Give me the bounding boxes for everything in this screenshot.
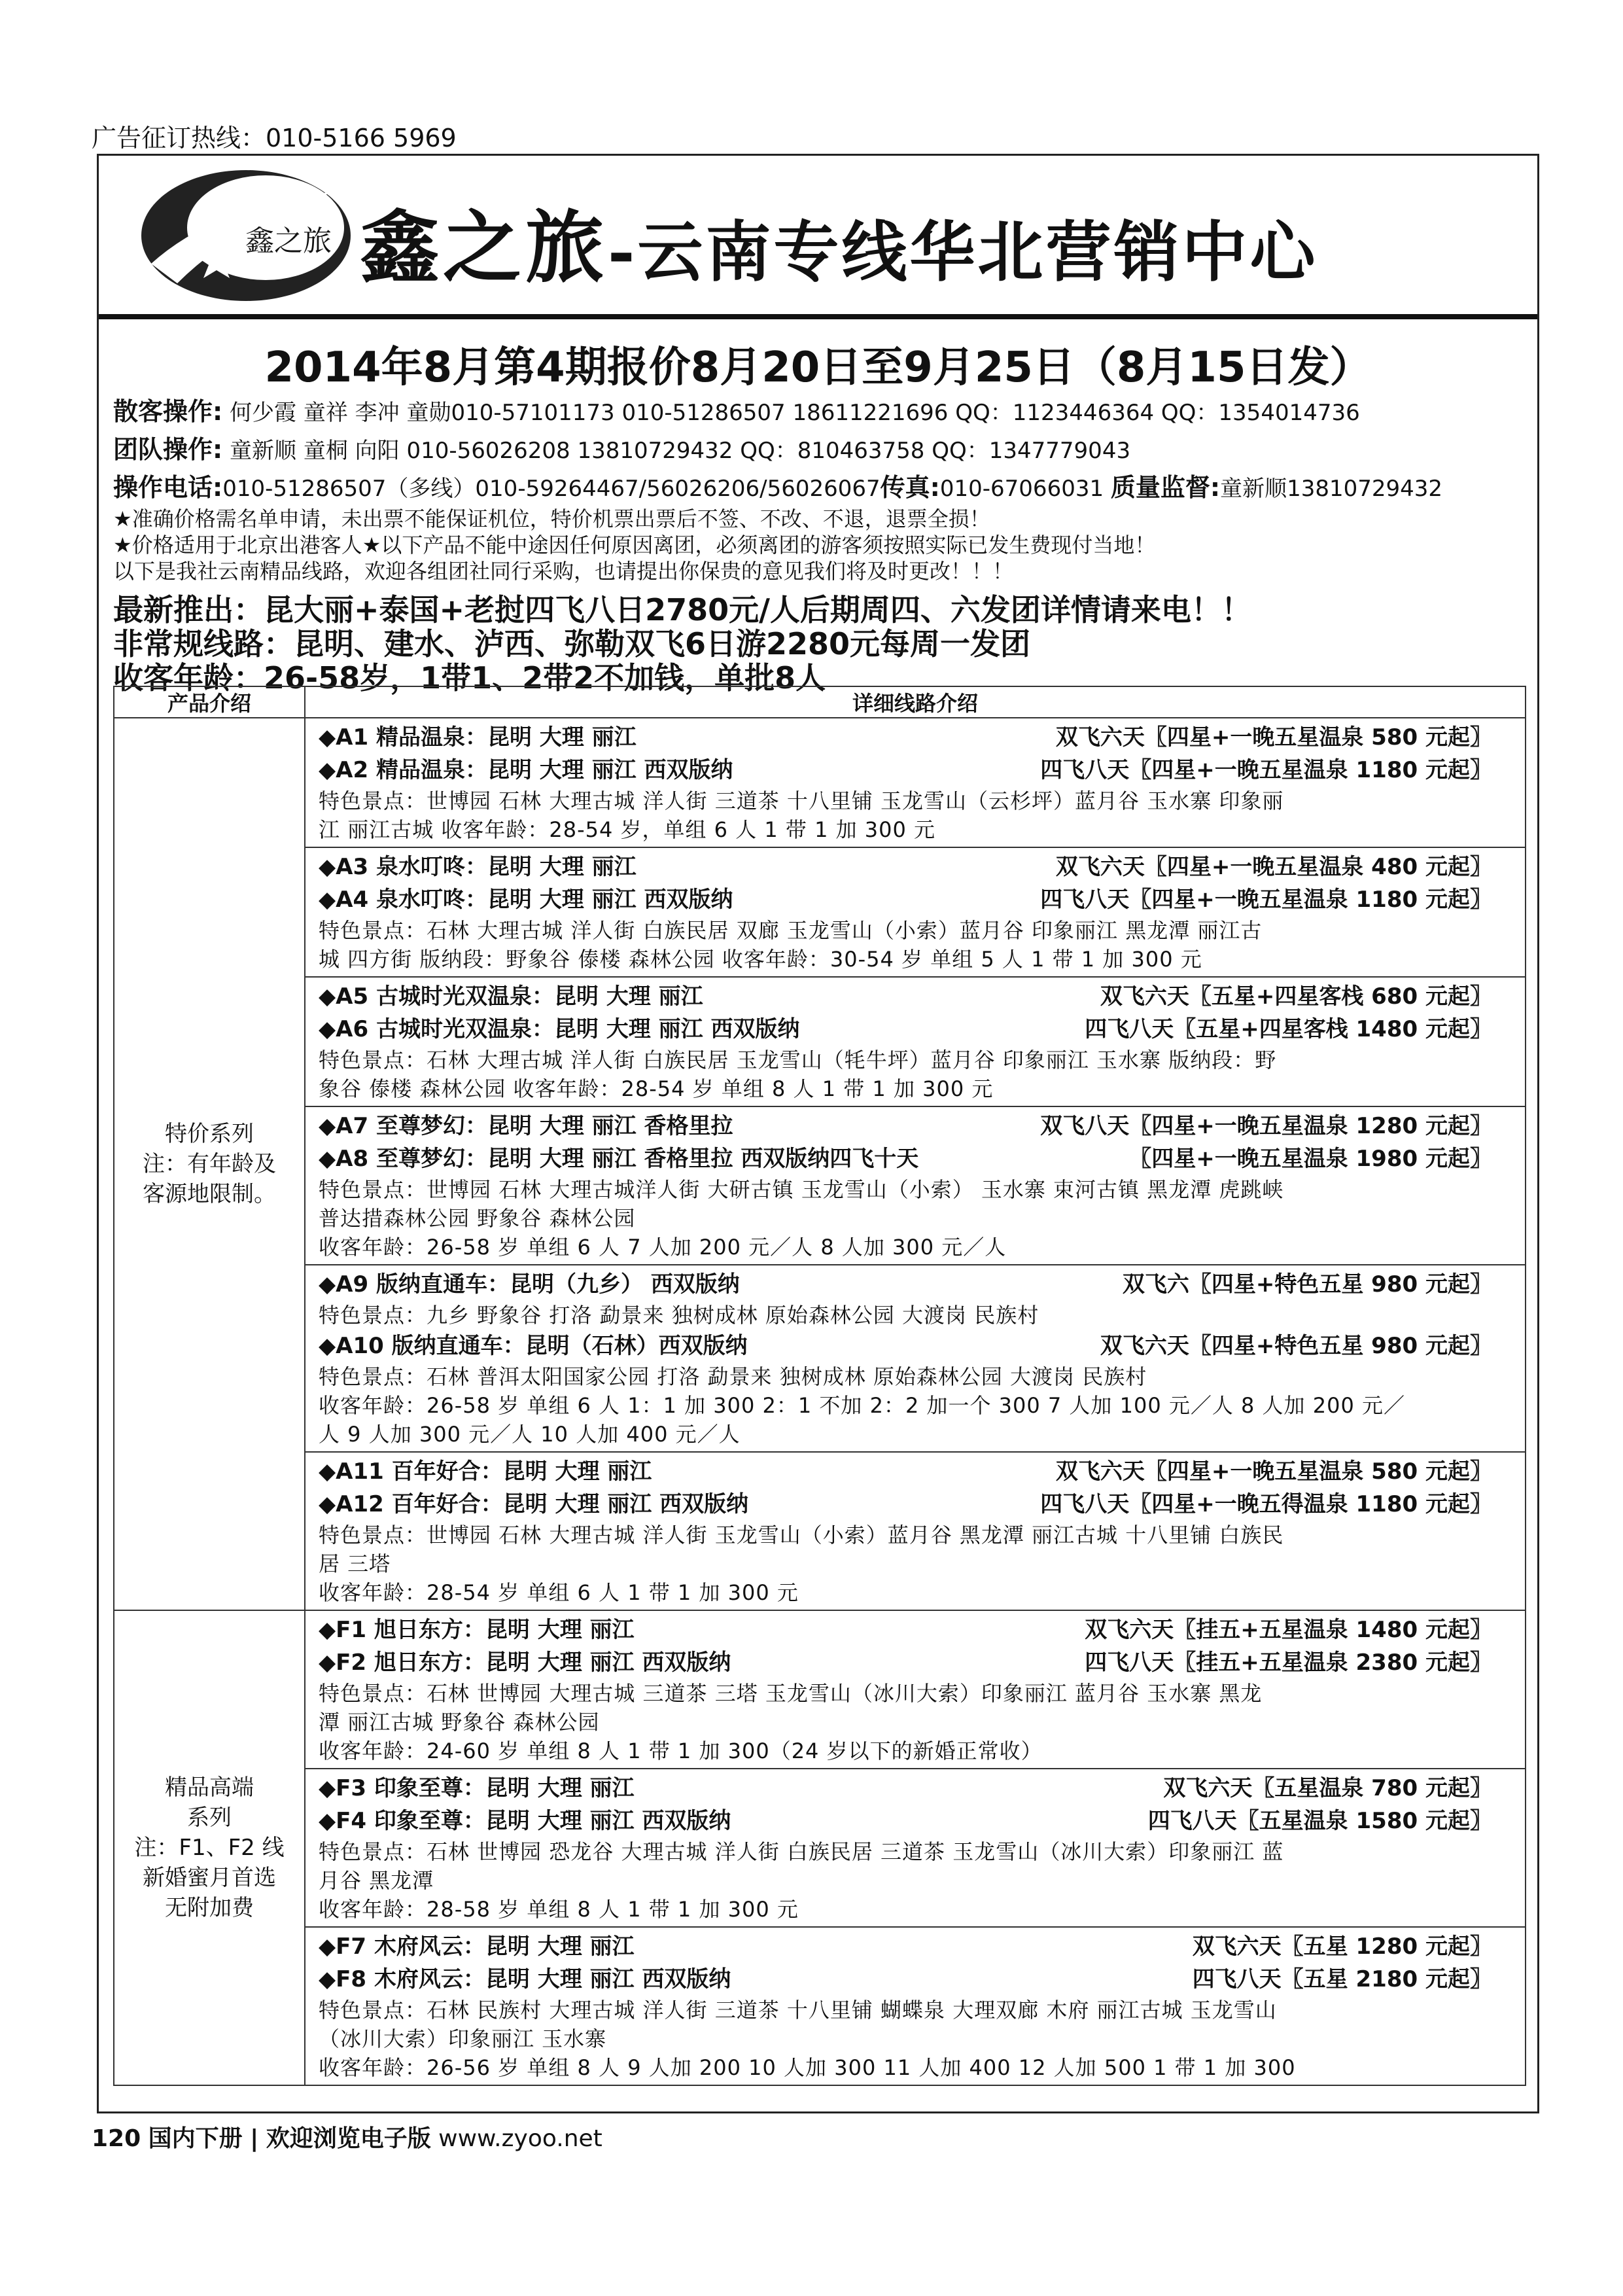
- page-number: 120: [92, 2125, 141, 2152]
- route-group: [305, 848, 1525, 978]
- route-price: 四飞八天〖五星温泉 1580 元起〗: [1147, 1808, 1492, 1834]
- website-link[interactable]: www.zyoo.net: [438, 2125, 602, 2152]
- category-label-line: 无附加费: [165, 1895, 254, 1921]
- brand-title: [360, 185, 1318, 298]
- route-price: 双飞六天〖五星温泉 780 元起〗: [1163, 1775, 1492, 1801]
- route-name: ◆F2 旭日东方：昆明 大理 丽江 西双版纳: [319, 1650, 731, 1676]
- route-price: 双飞六天〖挂五+五星温泉 1480 元起〗: [1085, 1617, 1492, 1643]
- route-price: 四飞八天〖四星+一晚五得温泉 1180 元起〗: [1040, 1491, 1492, 1517]
- route-detail: 特色景点：世博园 石林 大理古城 洋人街 三道茶 十八里铺 玉龙雪山（云杉坪）蓝月谷 玉水寨 印象丽: [319, 788, 1284, 813]
- individual-ops-line: [113, 391, 1360, 427]
- route-detail: 居 三塔: [319, 1551, 391, 1576]
- route-name: ◆A3 泉水叮咚：昆明 大理 丽江: [319, 854, 637, 880]
- route-price: 〖四星+一晚五星温泉 1980 元起〗: [1129, 1146, 1492, 1172]
- route-group: [305, 1453, 1525, 1610]
- footer-tagline: 欢迎浏览电子版: [266, 2125, 431, 2152]
- route-detail: 江 丽江古城 收客年龄：28-54 岁，单组 6 人 1 带 1 加 300 元: [319, 817, 936, 842]
- phone-numbers: 010-51286507（多线）010-59264467/56026206/56026067: [222, 476, 881, 502]
- category-label-line: 客源地限制。: [143, 1181, 276, 1207]
- note-line: ★价格适用于北京出港客人★以下产品不能中途因任何原因离团，必须离团的游客须按照实际已发生费现付当地！: [113, 533, 1156, 557]
- group-ops-contacts: 童新顺 童桐 向阳 010-56026208 13810729432 QQ：810463758 QQ：1347779043: [230, 438, 1131, 464]
- route-detail: 收客年龄：26-58 岁 单组 6 人 7 人加 200 元／人 8 人加 300 元／人: [319, 1235, 1007, 1260]
- category-label-line: 注：有年龄及: [143, 1151, 276, 1177]
- group-ops-label: 团队操作:: [113, 435, 223, 464]
- column-header-detail: 详细线路介绍: [305, 686, 1526, 718]
- individual-ops-label: 散客操作:: [113, 397, 223, 426]
- route-name: ◆F4 印象至尊：昆明 大理 丽江 西双版纳: [319, 1808, 731, 1834]
- route-name: ◆A9 版纳直通车：昆明（九乡） 西双版纳: [319, 1271, 740, 1298]
- company-logo: [138, 166, 354, 306]
- route-name: ◆F7 木府风云：昆明 大理 丽江: [319, 1934, 635, 1960]
- route-detail: 特色景点：石林 普洱太阳国家公园 打洛 勐景来 独树成林 原始森林公园 大渡岗 民族村: [319, 1364, 1147, 1389]
- route-detail: 特色景点：石林 民族村 大理古城 洋人街 三道茶 十八里铺 蝴蝶泉 大理双廊 木府 丽江古城 玉龙雪山: [319, 1998, 1277, 2022]
- route-group: [305, 1769, 1525, 1928]
- route-price: 四飞八天〖四星+一晚五星温泉 1180 元起〗: [1040, 887, 1492, 913]
- category-special: [114, 718, 305, 1610]
- route-group: [305, 1265, 1525, 1453]
- category-label-line: 精品高端: [165, 1775, 254, 1801]
- route-line: [319, 1646, 1518, 1679]
- fax-number: 010-67066031: [939, 476, 1104, 502]
- route-price: 双飞六天〖五星 1280 元起〗: [1192, 1934, 1492, 1960]
- category-label-line: 注：F1、F2 线: [134, 1835, 285, 1861]
- route-price: 双飞六天〖四星+一晚五星温泉 580 元起〗: [1055, 724, 1492, 751]
- route-detail: 特色景点：石林 世博园 大理古城 三道茶 三塔 玉龙雪山（冰川大索）印象丽江 蓝月谷 玉水寨 黑龙: [319, 1681, 1263, 1706]
- route-detail: 普达措森林公园 野象谷 森林公园: [319, 1206, 636, 1231]
- route-detail: 收客年龄：28-54 岁 单组 6 人 1 带 1 加 300 元: [319, 1580, 799, 1605]
- route-price: 双飞六天〖四星+一晚五星温泉 480 元起〗: [1055, 854, 1492, 880]
- route-line: [319, 1614, 1518, 1646]
- promo-line: 收客年龄：26-58岁，1带1、2带2不加钱，单批8人: [113, 660, 826, 696]
- page-frame: [97, 154, 1539, 2113]
- route-list: [305, 718, 1526, 1610]
- category-row-premium: [114, 1610, 1526, 2085]
- route-detail: 人 9 人加 300 元／人 10 人加 400 元／人: [319, 1422, 741, 1447]
- route-line: [319, 980, 1518, 1013]
- route-price: 双飞六天〖四星+特色五星 980 元起〗: [1100, 1333, 1492, 1359]
- route-detail: 月谷 黑龙潭: [319, 1868, 434, 1893]
- note-line: 以下是我社云南精品线路，欢迎各组团社同行采购，也请提出你保贵的意见我们将及时更改！！！: [113, 559, 1014, 584]
- route-line: [319, 1268, 1518, 1301]
- route-group: [305, 978, 1525, 1107]
- route-detail: 潭 丽江古城 野象谷 森林公园: [319, 1710, 600, 1735]
- route-price: 双飞六天〖四星+一晚五星温泉 580 元起〗: [1055, 1458, 1492, 1485]
- quality-contact: 童新顺13810729432: [1220, 476, 1443, 502]
- route-detail: 特色景点：世博园 石林 大理古城洋人街 大研古镇 玉龙雪山（小索） 玉水寨 束河古镇 黑龙潭 虎跳峡: [319, 1177, 1284, 1202]
- route-name: ◆F3 印象至尊：昆明 大理 丽江: [319, 1775, 635, 1801]
- header-banner: [99, 156, 1537, 319]
- phone-label: 操作电话:: [113, 473, 223, 502]
- promo-line: 非常规线路：昆明、建水、泸西、弥勒双飞6日游2280元每周一发团: [113, 626, 1031, 662]
- route-name: ◆A2 精品温泉：昆明 大理 丽江 西双版纳: [319, 757, 733, 783]
- route-price: 四飞八天〖五星+四星客栈 1480 元起〗: [1085, 1016, 1492, 1042]
- route-line: [319, 1963, 1518, 1996]
- category-label-line: 新婚蜜月首选: [143, 1865, 276, 1891]
- route-name: ◆A8 至尊梦幻：昆明 大理 丽江 香格里拉 西双版纳四飞十天: [319, 1146, 919, 1172]
- route-line: [319, 1013, 1518, 1046]
- route-name: ◆F8 木府风云：昆明 大理 丽江 西双版纳: [319, 1966, 731, 1992]
- route-price: 四飞八天〖四星+一晚五星温泉 1180 元起〗: [1040, 757, 1492, 783]
- route-detail: 特色景点：世博园 石林 大理古城 洋人街 玉龙雪山（小索）蓝月谷 黑龙潭 丽江古城 十八里铺 白族民: [319, 1523, 1284, 1547]
- route-name: ◆A10 版纳直通车：昆明（石林）西双版纳: [319, 1333, 748, 1359]
- route-name: ◆F1 旭日东方：昆明 大理 丽江: [319, 1617, 635, 1643]
- column-header-product: 产品介绍: [114, 686, 305, 718]
- route-detail: 收客年龄：28-58 岁 单组 8 人 1 带 1 加 300 元: [319, 1897, 799, 1922]
- route-group: [305, 1611, 1525, 1769]
- route-price: 双飞六〖四星+特色五星 980 元起〗: [1122, 1271, 1492, 1298]
- route-line: [319, 1772, 1518, 1805]
- route-line: [319, 883, 1518, 916]
- route-group: [305, 718, 1525, 848]
- route-detail: 城 四方街 版纳段：野象谷 傣楼 森林公园 收客年龄：30-54 岁 单组 5 人 1 带 1 加 300 元: [319, 947, 1202, 972]
- quality-label: 质量监督:: [1110, 473, 1221, 502]
- route-line: [319, 1805, 1518, 1837]
- group-ops-line: [113, 429, 1130, 465]
- route-list: [305, 1610, 1526, 2085]
- route-detail: 收客年龄：24-60 岁 单组 8 人 1 带 1 加 300（24 岁以下的新婚正常收）: [319, 1739, 1043, 1763]
- brand-subtitle: -云南专线华北营销中心: [608, 213, 1318, 291]
- category-premium: [114, 1610, 305, 2085]
- issue-title: 2014年8月第4期报价8月20日至9月25日（8月15日发）: [264, 344, 1372, 392]
- route-detail: 特色景点：石林 大理古城 洋人街 白族民居 双廊 玉龙雪山（小索）蓝月谷 印象丽江 黑龙潭 丽江古: [319, 918, 1263, 943]
- route-line: [319, 1930, 1518, 1963]
- phone-line: [113, 467, 1442, 503]
- route-line: [319, 851, 1518, 883]
- route-detail: 象谷 傣楼 森林公园 收客年龄：28-54 岁 单组 8 人 1 带 1 加 300 元: [319, 1076, 994, 1101]
- route-price: 双飞六天〖五星+四星客栈 680 元起〗: [1100, 983, 1492, 1010]
- route-name: ◆A12 百年好合：昆明 大理 丽江 西双版纳: [319, 1491, 749, 1517]
- route-group: [305, 1928, 1525, 2085]
- route-name: ◆A11 百年好合：昆明 大理 丽江: [319, 1458, 652, 1485]
- promo-line: 最新推出：昆大丽+泰国+老挝四飞八日2780元/人后期周四、六发团详情请来电！！: [113, 592, 1251, 627]
- brand-main: 鑫之旅: [360, 202, 608, 294]
- route-table: [113, 686, 1526, 2086]
- route-name: ◆A1 精品温泉：昆明 大理 丽江: [319, 724, 637, 751]
- route-line: [319, 1488, 1518, 1521]
- route-detail: （冰川大索）印象丽江 玉水寨: [319, 2026, 607, 2051]
- route-detail: 特色景点：石林 世博园 恐龙谷 大理古城 洋人街 白族民居 三道茶 玉龙雪山（冰川大索）印象丽江 蓝: [319, 1839, 1284, 1864]
- route-name: ◆A4 泉水叮咚：昆明 大理 丽江 西双版纳: [319, 887, 733, 913]
- category-row-special: [114, 718, 1526, 1610]
- route-price: 四飞八天〖五星 2180 元起〗: [1192, 1966, 1492, 1992]
- route-line: [319, 1110, 1518, 1142]
- footer-divider: |: [250, 2125, 259, 2152]
- route-price: 双飞八天〖四星+一晚五星温泉 1280 元起〗: [1040, 1113, 1492, 1139]
- route-group: [305, 1107, 1525, 1265]
- fax-label: 传真:: [880, 473, 940, 502]
- route-detail: 特色景点：九乡 野象谷 打洛 勐景来 独树成林 原始森林公园 大渡岗 民族村: [319, 1303, 1039, 1328]
- note-line: ★准确价格需名单申请，未出票不能保证机位，特价机票出票后不签、不改、不退，退票全损！: [113, 506, 990, 531]
- route-line: [319, 1330, 1518, 1362]
- route-line: [319, 754, 1518, 786]
- route-line: [319, 1455, 1518, 1488]
- route-name: ◆A5 古城时光双温泉：昆明 大理 丽江: [319, 983, 703, 1010]
- route-line: [319, 721, 1518, 754]
- route-name: ◆A7 至尊梦幻：昆明 大理 丽江 香格里拉: [319, 1113, 733, 1139]
- route-detail: 收客年龄：26-56 岁 单组 8 人 9 人加 200 10 人加 300 11 人加 400 12 人加 500 1 带 1 加 300: [319, 2055, 1296, 2080]
- route-detail: 特色景点：石林 大理古城 洋人街 白族民居 玉龙雪山（牦牛坪）蓝月谷 印象丽江 玉水寨 版纳段：野: [319, 1048, 1277, 1072]
- route-detail: 收客年龄：26-58 岁 单组 6 人 1：1 加 300 2：1 不加 2：2 加一个 300 7 人加 100 元／人 8 人加 200 元／: [319, 1393, 1405, 1418]
- page-footer: [92, 2120, 602, 2153]
- route-price: 四飞八天〖挂五+五星温泉 2380 元起〗: [1085, 1650, 1492, 1676]
- route-name: ◆A6 古城时光双温泉：昆明 大理 丽江 西双版纳: [319, 1016, 800, 1042]
- individual-ops-contacts: 何少霞 童祥 李冲 童勋010-57101173 010-51286507 18611221696 QQ：1123446364 QQ：1354014736: [230, 400, 1360, 426]
- section-name: 国内下册: [148, 2125, 243, 2152]
- route-line: [319, 1142, 1518, 1175]
- svg-text:鑫之旅: 鑫之旅: [245, 224, 332, 258]
- category-label-line: 系列: [187, 1805, 232, 1831]
- category-label-line: 特价系列: [165, 1121, 254, 1147]
- ad-hotline: 广告征订热线：010-5166 5969: [92, 124, 457, 152]
